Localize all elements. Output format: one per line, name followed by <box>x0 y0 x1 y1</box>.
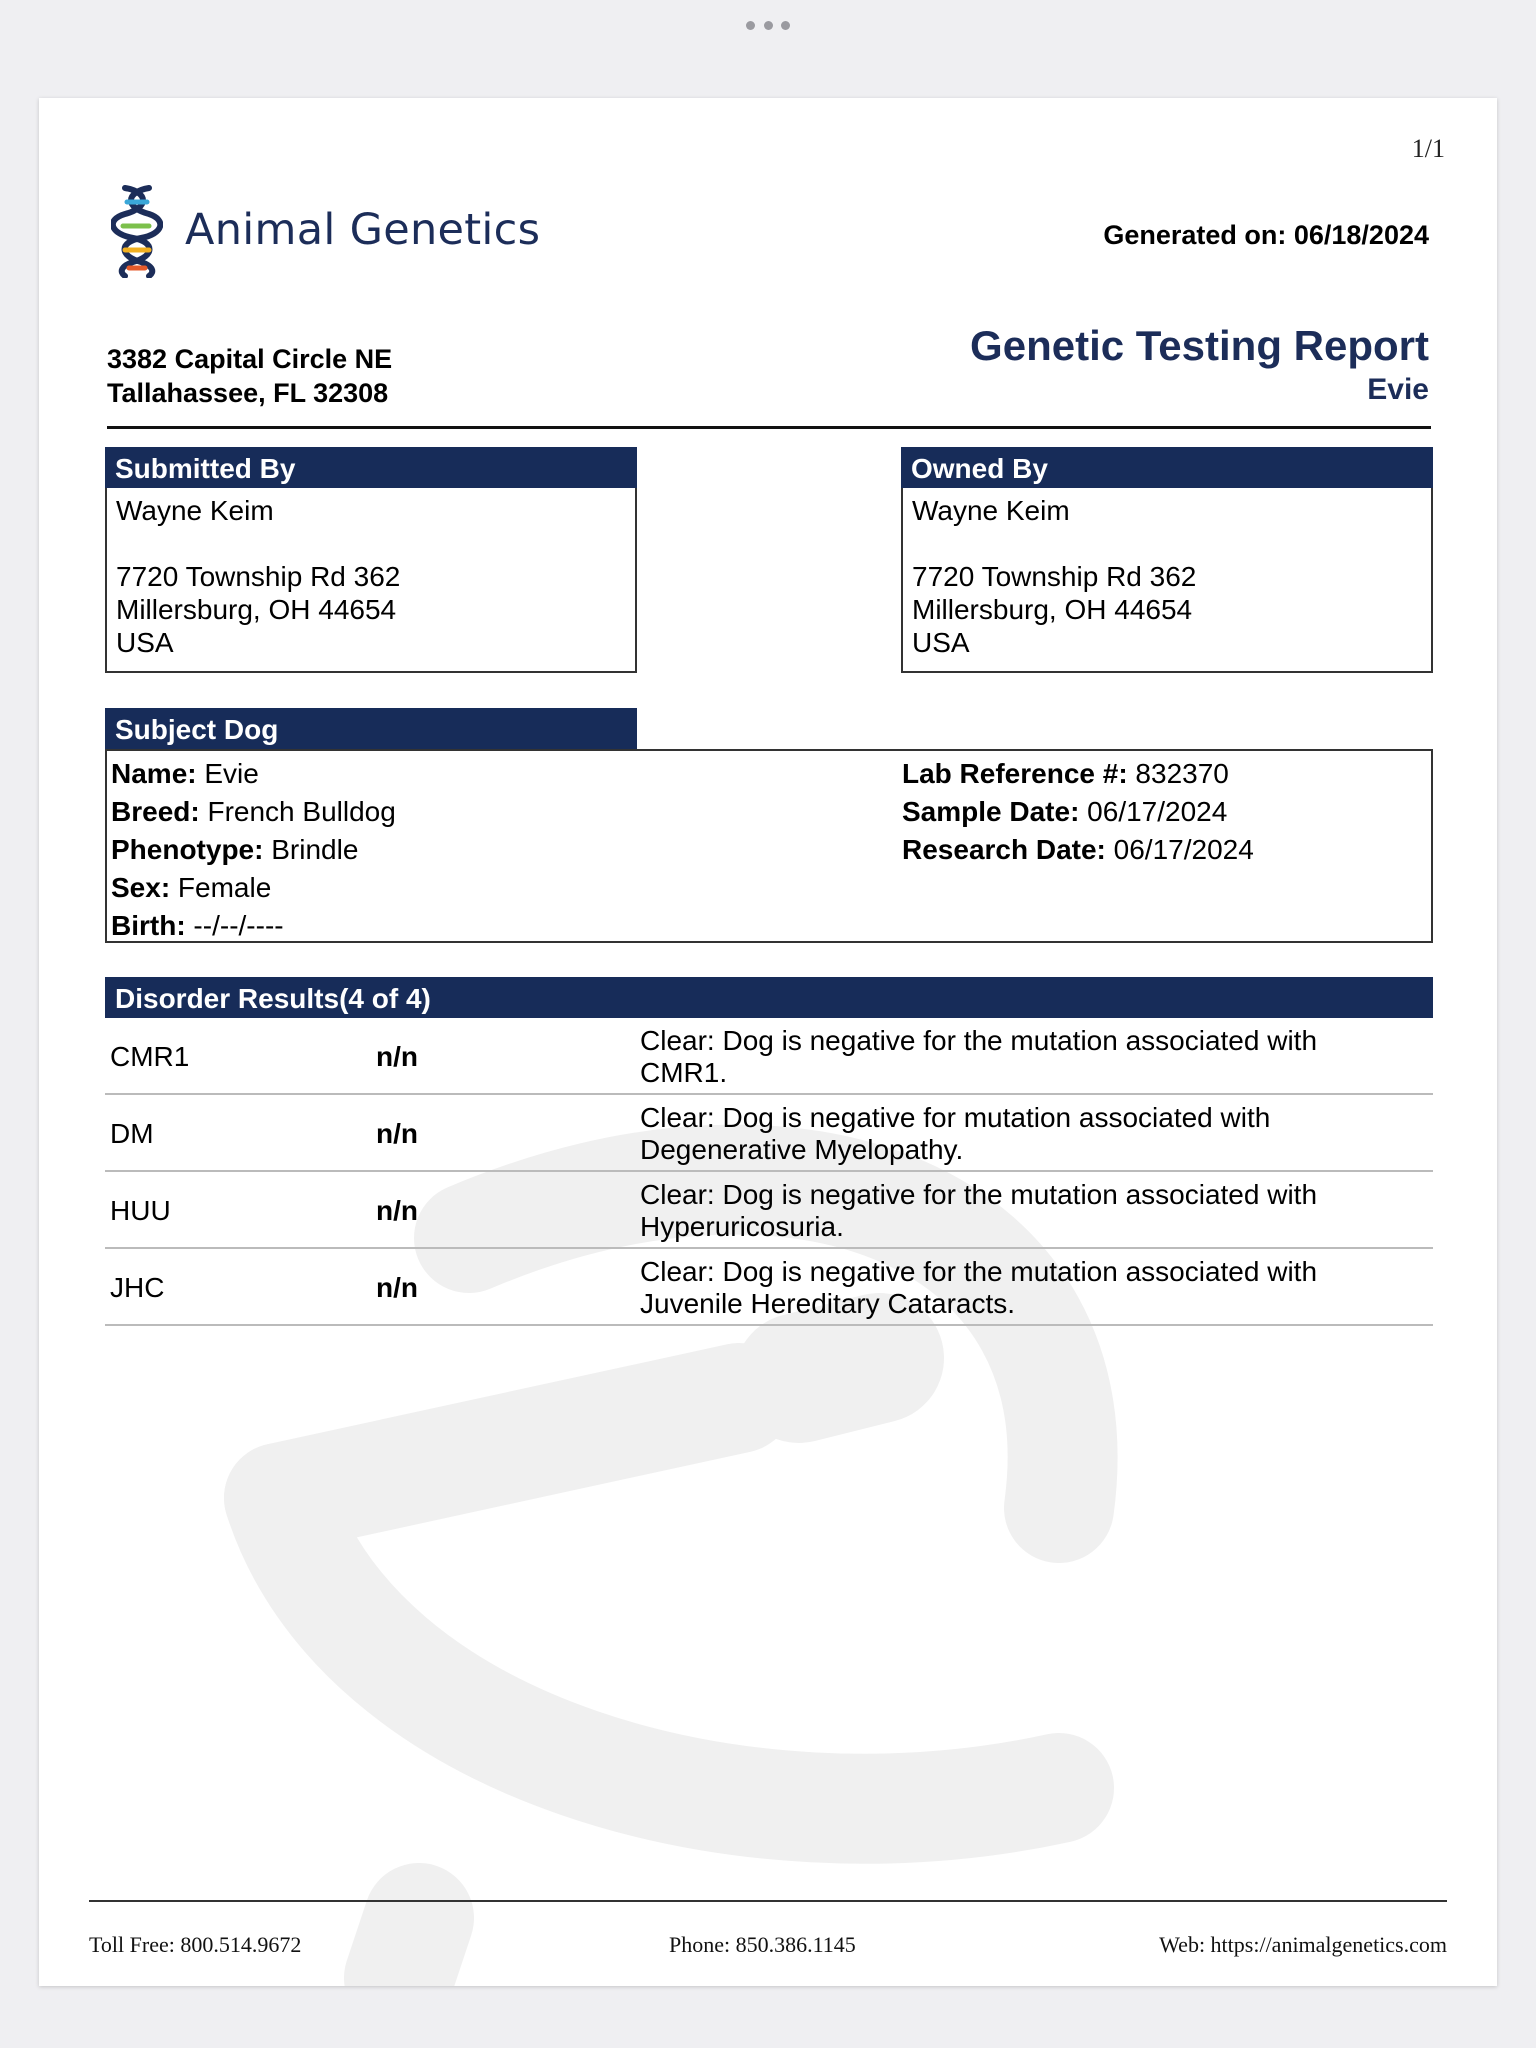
result-description: Clear: Dog is negative for the mutation associated with Juvenile Hereditary Cataracts. <box>640 1256 1318 1319</box>
submitted-by-header: Submitted By <box>105 447 637 488</box>
document-page <box>39 98 1497 1986</box>
genotype: n/n <box>376 1041 418 1072</box>
table-row <box>105 1018 1433 1095</box>
disorder-results-table <box>105 1018 1433 1326</box>
result-description: Clear: Dog is negative for the mutation associated with Hyperuricosuria. <box>640 1179 1318 1242</box>
owned-by-header: Owned By <box>901 447 1433 488</box>
subject-dog-box <box>105 749 1433 943</box>
table-row <box>105 1095 1433 1172</box>
subject-field-phenotype: Phenotype: Brindle <box>111 834 359 865</box>
subject-fields-right <box>902 755 1254 869</box>
header-divider <box>107 426 1431 429</box>
generated-date: Generated on: 06/18/2024 <box>1103 220 1429 250</box>
report-title-block <box>970 320 1429 408</box>
dot <box>781 21 790 30</box>
subject-field-lab-reference: Lab Reference #: 832370 <box>902 758 1229 789</box>
submitter-name: Wayne Keim <box>116 495 274 526</box>
disorder-code: CMR1 <box>110 1041 190 1072</box>
owner-name: Wayne Keim <box>912 495 1070 526</box>
owned-by-box <box>901 447 1433 673</box>
subject-field-breed: Breed: French Bulldog <box>111 796 396 827</box>
footer-web-link[interactable]: Web: https://animalgenetics.com <box>1159 1932 1447 1957</box>
subject-field-birth: Birth: --/--/---- <box>111 910 284 941</box>
subject-field-sample-date: Sample Date: 06/17/2024 <box>902 796 1228 827</box>
subject-field-name: Name: Evie <box>111 758 259 789</box>
disorder-code: JHC <box>110 1272 165 1303</box>
table-row <box>105 1172 1433 1249</box>
more-options-icon[interactable] <box>746 18 790 32</box>
report-subject-name: Evie <box>1367 373 1429 406</box>
footer-divider <box>89 1900 1447 1902</box>
subject-fields-left <box>111 755 396 945</box>
dot <box>746 21 755 30</box>
disorder-code: DM <box>110 1118 154 1149</box>
footer-phone: Phone: 850.386.1145 <box>669 1932 856 1957</box>
table-row <box>105 1249 1433 1326</box>
submitter-country: USA <box>116 627 174 658</box>
disorder-code: HUU <box>110 1195 171 1226</box>
brand-name: Animal Genetics <box>185 205 541 255</box>
lab-address <box>107 342 392 410</box>
report-title: Genetic Testing Report <box>970 322 1429 369</box>
dot <box>764 21 773 30</box>
submitted-by-box <box>105 447 637 673</box>
page-number: 1/1 <box>1411 134 1445 163</box>
disorder-results-header: Disorder Results(4 of 4) <box>105 977 1433 1018</box>
subject-field-research-date: Research Date: 06/17/2024 <box>902 834 1254 865</box>
lab-address-line1: 3382 Capital Circle NE <box>107 344 393 374</box>
result-description: Clear: Dog is negative for the mutation associated with CMR1. <box>640 1025 1318 1088</box>
owner-street: 7720 Township Rd 362 <box>912 561 1197 592</box>
result-description: Clear: Dog is negative for mutation associated with Degenerative Myelopathy. <box>640 1102 1271 1165</box>
genotype: n/n <box>376 1195 418 1226</box>
brand-logo <box>111 182 540 278</box>
genotype: n/n <box>376 1118 418 1149</box>
footer-toll-free: Toll Free: 800.514.9672 <box>89 1932 302 1957</box>
dna-helix-icon <box>111 182 163 278</box>
submitter-street: 7720 Township Rd 362 <box>116 561 401 592</box>
genotype: n/n <box>376 1272 418 1303</box>
submitter-city: Millersburg, OH 44654 <box>116 594 397 625</box>
lab-address-line2: Tallahassee, FL 32308 <box>107 378 389 408</box>
owner-country: USA <box>912 627 970 658</box>
subject-dog-header: Subject Dog <box>105 708 637 749</box>
owner-city: Millersburg, OH 44654 <box>912 594 1193 625</box>
subject-field-sex: Sex: Female <box>111 872 272 903</box>
